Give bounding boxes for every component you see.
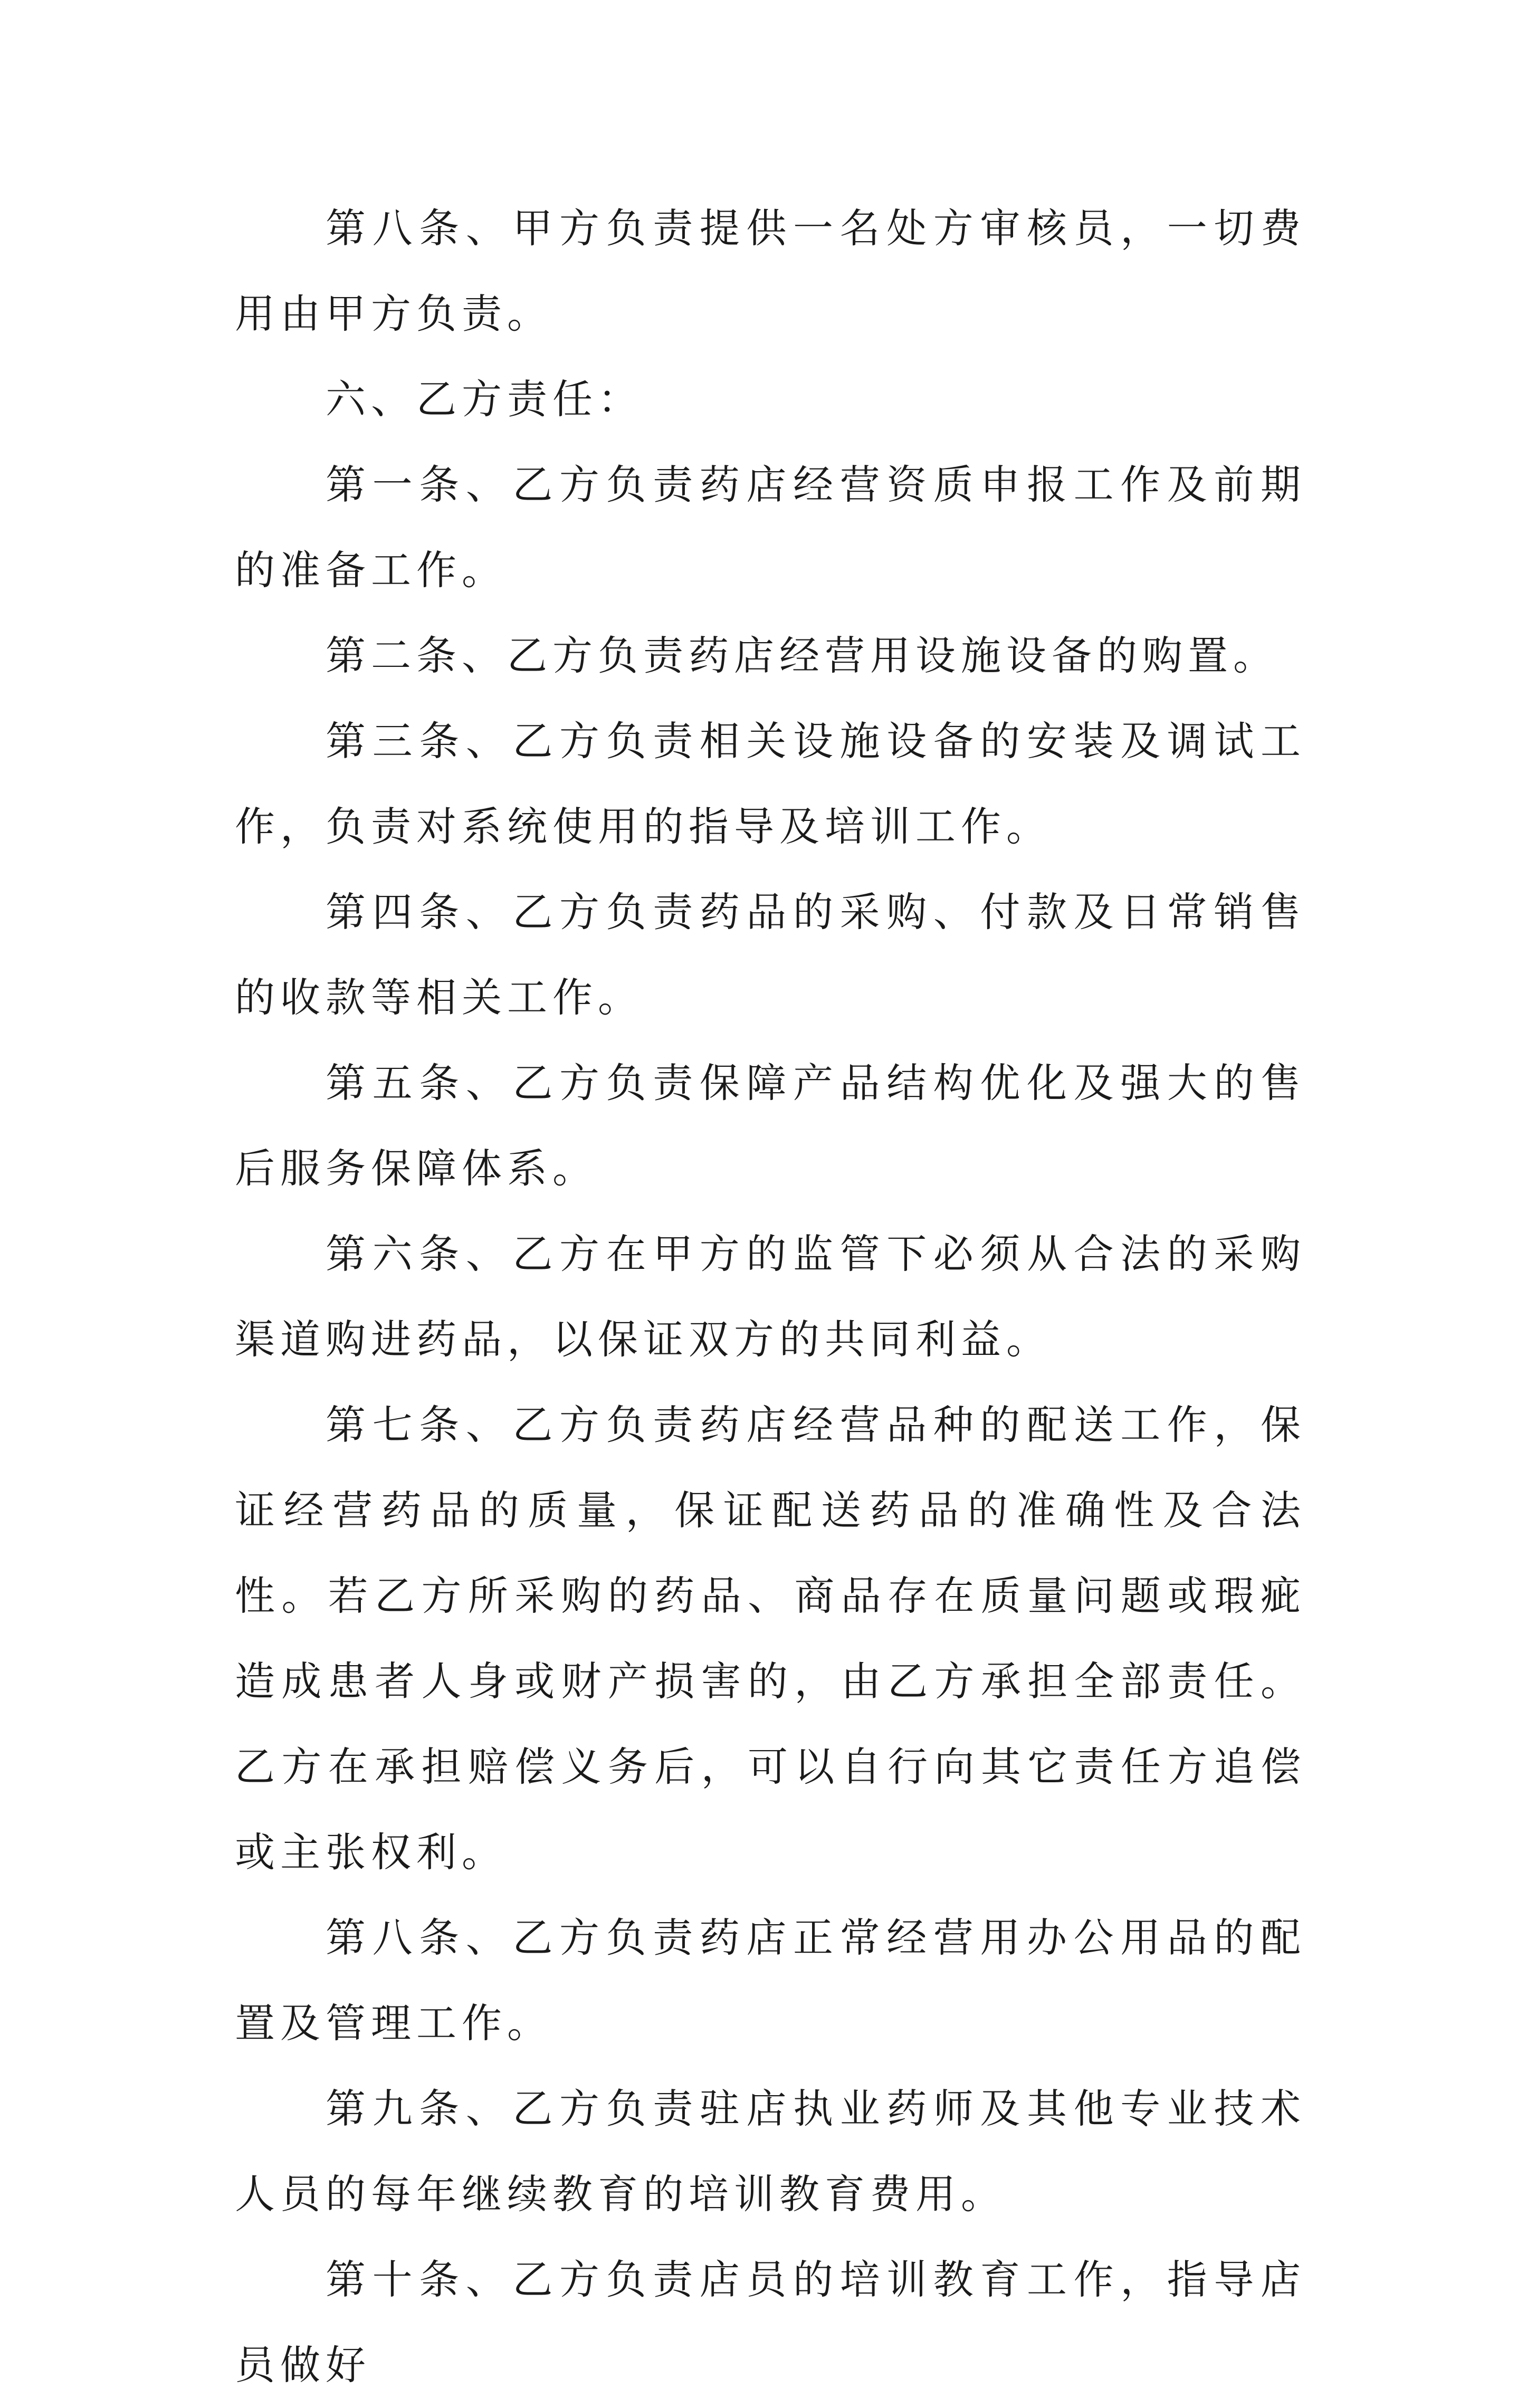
paragraph-party-b-article-10: 第十条、乙方负责店员的培训教育工作，指导店员做好 [235, 2256, 1306, 2388]
paragraph-party-b-article-7: 第七条、乙方负责药店经营品种的配送工作，保证经营药品的质量，保证配送药品的准确性及合法性。若乙方所采购的药品、商品存在质量问题或瑕疵造成患者人身或财产损害的，由乙方承担全部责任。乙方在承担赔偿义务后，可以自行向其它责任方追偿或主张权利。 [235, 1401, 1306, 1876]
paragraph-party-b-article-1: 第一条、乙方负责药店经营资质申报工作及前期的准备工作。 [235, 461, 1306, 594]
paragraph-party-b-article-5: 第五条、乙方负责保障产品结构优化及强大的售后服务保障体系。 [235, 1059, 1306, 1192]
paragraph-party-a-article-8: 第八条、甲方负责提供一名处方审核员，一切费用由甲方负责。 [235, 205, 1306, 337]
document-body [235, 186, 1306, 2408]
paragraph-party-b-article-9: 第九条、乙方负责驻店执业药师及其他专业技术人员的每年继续教育的培训教育费用。 [235, 2085, 1306, 2218]
paragraph-party-b-article-8: 第八条、乙方负责药店正常经营用办公用品的配置及管理工作。 [235, 1914, 1306, 2047]
section-heading-party-b-responsibilities: 六、乙方责任： [326, 376, 643, 423]
paragraph-party-b-article-2: 第二条、乙方负责药店经营用设施设备的购置。 [326, 632, 1278, 679]
paragraph-party-b-article-3: 第三条、乙方负责相关设施设备的安装及调试工作，负责对系统使用的指导及培训工作。 [235, 718, 1306, 850]
paragraph-party-b-article-6: 第六条、乙方在甲方的监管下必须从合法的采购渠道购进药品，以保证双方的共同利益。 [235, 1230, 1306, 1363]
paragraph-party-b-article-4: 第四条、乙方负责药品的采购、付款及日常销售的收款等相关工作。 [235, 888, 1306, 1021]
